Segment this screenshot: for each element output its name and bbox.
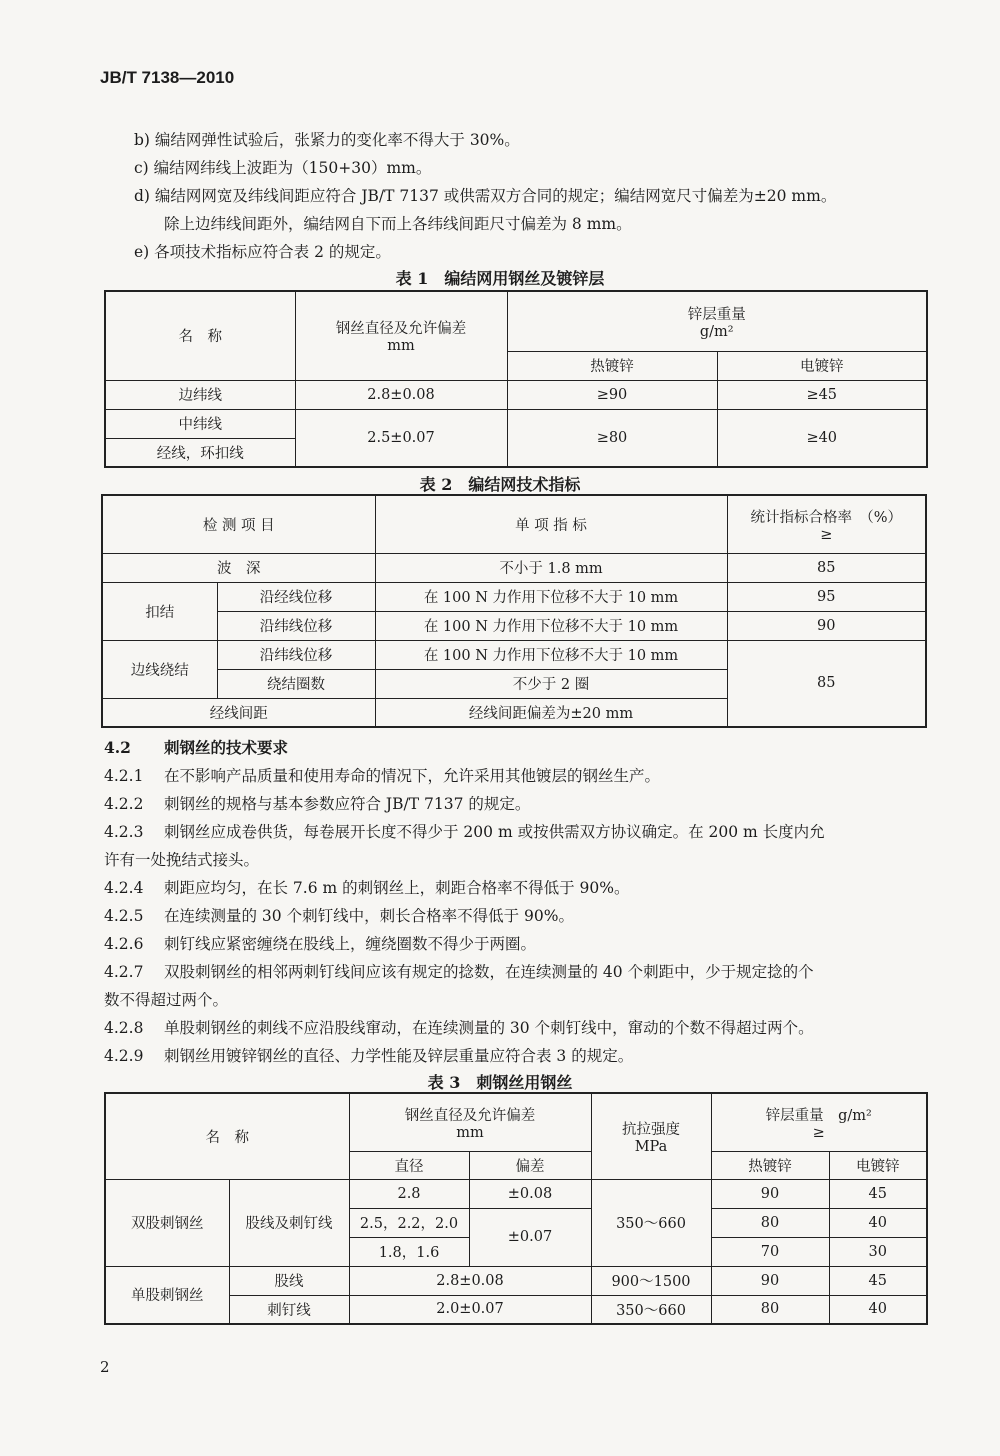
t2-r1-index: 不小于 1.8 mm [375, 553, 727, 582]
t3-double-strength: 350～660 [591, 1179, 711, 1266]
t3-s2-strength: 350～660 [591, 1295, 711, 1324]
intro-item-c: c) 编结网纬线上波距为（150+30）mm。 [134, 159, 432, 177]
t2-r1-rate: 85 [727, 553, 926, 582]
t2-r6-item: 经线间距 [102, 698, 375, 727]
table1-caption: 表 1 编结网用钢丝及镀锌层 [395, 269, 605, 288]
t3-d1-d: 2.8 [349, 1179, 469, 1208]
intro-item-e: e) 各项技术指标应符合表 2 的规定。 [134, 243, 391, 261]
t3-d3-d: 1.8，1.6 [349, 1237, 469, 1266]
t1-r2-name: 中纬线 [105, 409, 295, 438]
table2 [101, 494, 927, 728]
t2-h-index: 单 项 指 标 [375, 495, 727, 553]
t2-h-item: 检 测 项 目 [102, 495, 375, 553]
t3-h-hot: 热镀锌 [711, 1151, 829, 1179]
table1 [104, 290, 928, 468]
section-heading: 4.2 刺钢丝的技术要求 [104, 738, 289, 757]
t3-h-elec: 电镀锌 [829, 1151, 927, 1179]
t2-r3-sub: 沿纬线位移 [217, 611, 375, 640]
t3-d1-hot: 90 [711, 1179, 829, 1208]
t3-h-name: 名 称 [105, 1093, 349, 1179]
t3-h-dev: 偏差 [469, 1151, 591, 1179]
table3 [104, 1092, 928, 1325]
clause-4-2-7-cont: 数不得超过两个。 [104, 991, 229, 1009]
t2-r1-item: 波 深 [102, 553, 375, 582]
t3-h-diam: 钢丝直径及允许偏差 mm [349, 1093, 591, 1151]
t2-r5-index: 不少于 2 圈 [375, 669, 727, 698]
t3-s1-sub: 股线 [229, 1266, 349, 1295]
t3-s1-elec: 45 [829, 1266, 927, 1295]
t3-d2-d: 2.5，2.2，2.0 [349, 1208, 469, 1237]
t2-r6-index: 经线间距偏差为±20 mm [375, 698, 727, 727]
t1-r1-diam: 2.8±0.08 [295, 380, 507, 409]
t3-d1-dev: ±0.08 [469, 1179, 591, 1208]
t3-strand-barb: 股线及刺钉线 [229, 1179, 349, 1266]
clause-4-2-3: 4.2.3 刺钢丝应成卷供货，每卷展开长度不得少于 200 m 或按供需双方协议确定。在 200 m 长度内允 [104, 823, 825, 841]
t3-h-strength: 抗拉强度 MPa [591, 1093, 711, 1179]
clause-4-2-7: 4.2.7 双股刺钢丝的相邻两刺钉线间应该有规定的捻数，在连续测量的 40 个刺距中，少于规定捻的个 [104, 963, 814, 981]
clause-4-2-9: 4.2.9 刺钢丝用镀锌钢丝的直径、力学性能及锌层重量应符合表 3 的规定。 [104, 1047, 634, 1065]
t1-r2-elec: ≥40 [717, 409, 927, 467]
t2-r5-sub: 绕结圈数 [217, 669, 375, 698]
clause-4-2-8: 4.2.8 单股刺钢丝的刺线不应沿股线窜动，在连续测量的 30 个刺钉线中，窜动的个数不得超过两个。 [104, 1019, 814, 1037]
t3-single: 单股刺钢丝 [105, 1266, 229, 1324]
t3-d2-elec: 40 [829, 1208, 927, 1237]
t3-h-d: 直径 [349, 1151, 469, 1179]
t2-r2-index: 在 100 N 力作用下位移不大于 10 mm [375, 582, 727, 611]
t3-d2-dev: ±0.07 [469, 1208, 591, 1266]
t2-group-knot: 扣结 [102, 582, 217, 640]
t2-r4-sub: 沿纬线位移 [217, 640, 375, 669]
clause-4-2-4: 4.2.4 刺距应均匀，在长 7.6 m 的刺钢丝上，刺距合格率不得低于 90%。 [104, 879, 630, 897]
t3-s2-hot: 80 [711, 1295, 829, 1324]
t3-double: 双股刺钢丝 [105, 1179, 229, 1266]
intro-item-d-cont: 除上边纬线间距外，编结网自下而上各纬线间距尺寸偏差为 8 mm。 [164, 215, 632, 233]
t1-r1-elec: ≥45 [717, 380, 927, 409]
t3-h-zinc: 锌层重量 g/m² ≥ [711, 1093, 927, 1151]
t2-r2-sub: 沿经线位移 [217, 582, 375, 611]
t1-r1-hot: ≥90 [507, 380, 717, 409]
t1-r3-name: 经线，环扣线 [105, 438, 295, 467]
clause-4-2-1: 4.2.1 在不影响产品质量和使用寿命的情况下，允许采用其他镀层的钢丝生产。 [104, 767, 661, 785]
clause-4-2-6: 4.2.6 刺钉线应紧密缠绕在股线上，缠绕圈数不得少于两圈。 [104, 935, 537, 953]
t2-h-rate: 统计指标合格率 （%） ≥ [727, 495, 926, 553]
t1-h-zinc: 锌层重量 g/m² [507, 291, 927, 351]
t3-d1-elec: 45 [829, 1179, 927, 1208]
intro-item-b: b) 编结网弹性试验后，张紧力的变化率不得大于 30%。 [134, 131, 520, 149]
t2-r3-index: 在 100 N 力作用下位移不大于 10 mm [375, 611, 727, 640]
t3-s1-diam: 2.8±0.08 [349, 1266, 591, 1295]
t1-h-hot: 热镀锌 [507, 351, 717, 380]
t2-r2-rate: 95 [727, 582, 926, 611]
t1-h-elec: 电镀锌 [717, 351, 927, 380]
t2-r4-rate: 85 [727, 640, 926, 727]
t2-r3-rate: 90 [727, 611, 926, 640]
intro-item-d: d) 编结网网宽及纬线间距应符合 JB/T 7137 或供需双方合同的规定；编结网宽尺寸偏差为±20 mm。 [134, 187, 837, 205]
t3-d3-elec: 30 [829, 1237, 927, 1266]
t3-d3-hot: 70 [711, 1237, 829, 1266]
page-number: 2 [100, 1358, 110, 1376]
t3-s1-strength: 900～1500 [591, 1266, 711, 1295]
standard-header: JB/T 7138—2010 [100, 68, 235, 87]
clause-4-2-5: 4.2.5 在连续测量的 30 个刺钉线中，刺长合格率不得低于 90%。 [104, 907, 574, 925]
t1-h-name: 名 称 [105, 291, 295, 380]
t3-s2-diam: 2.0±0.07 [349, 1295, 591, 1324]
table3-caption: 表 3 刺钢丝用钢丝 [427, 1073, 573, 1092]
t1-r2-hot: ≥80 [507, 409, 717, 467]
t1-r2-diam: 2.5±0.07 [295, 409, 507, 467]
t3-s2-sub: 刺钉线 [229, 1295, 349, 1324]
t2-group-edge: 边线绕结 [102, 640, 217, 698]
table2-caption: 表 2 编结网技术指标 [419, 475, 581, 494]
clause-4-2-3-cont: 许有一处挽结式接头。 [104, 851, 260, 869]
t3-s2-elec: 40 [829, 1295, 927, 1324]
t3-s1-hot: 90 [711, 1266, 829, 1295]
clause-4-2-2: 4.2.2 刺钢丝的规格与基本参数应符合 JB/T 7137 的规定。 [104, 795, 531, 813]
t3-d2-hot: 80 [711, 1208, 829, 1237]
t1-h-diam: 钢丝直径及允许偏差 mm [295, 291, 507, 380]
t1-r1-name: 边纬线 [105, 380, 295, 409]
t2-r4-index: 在 100 N 力作用下位移不大于 10 mm [375, 640, 727, 669]
